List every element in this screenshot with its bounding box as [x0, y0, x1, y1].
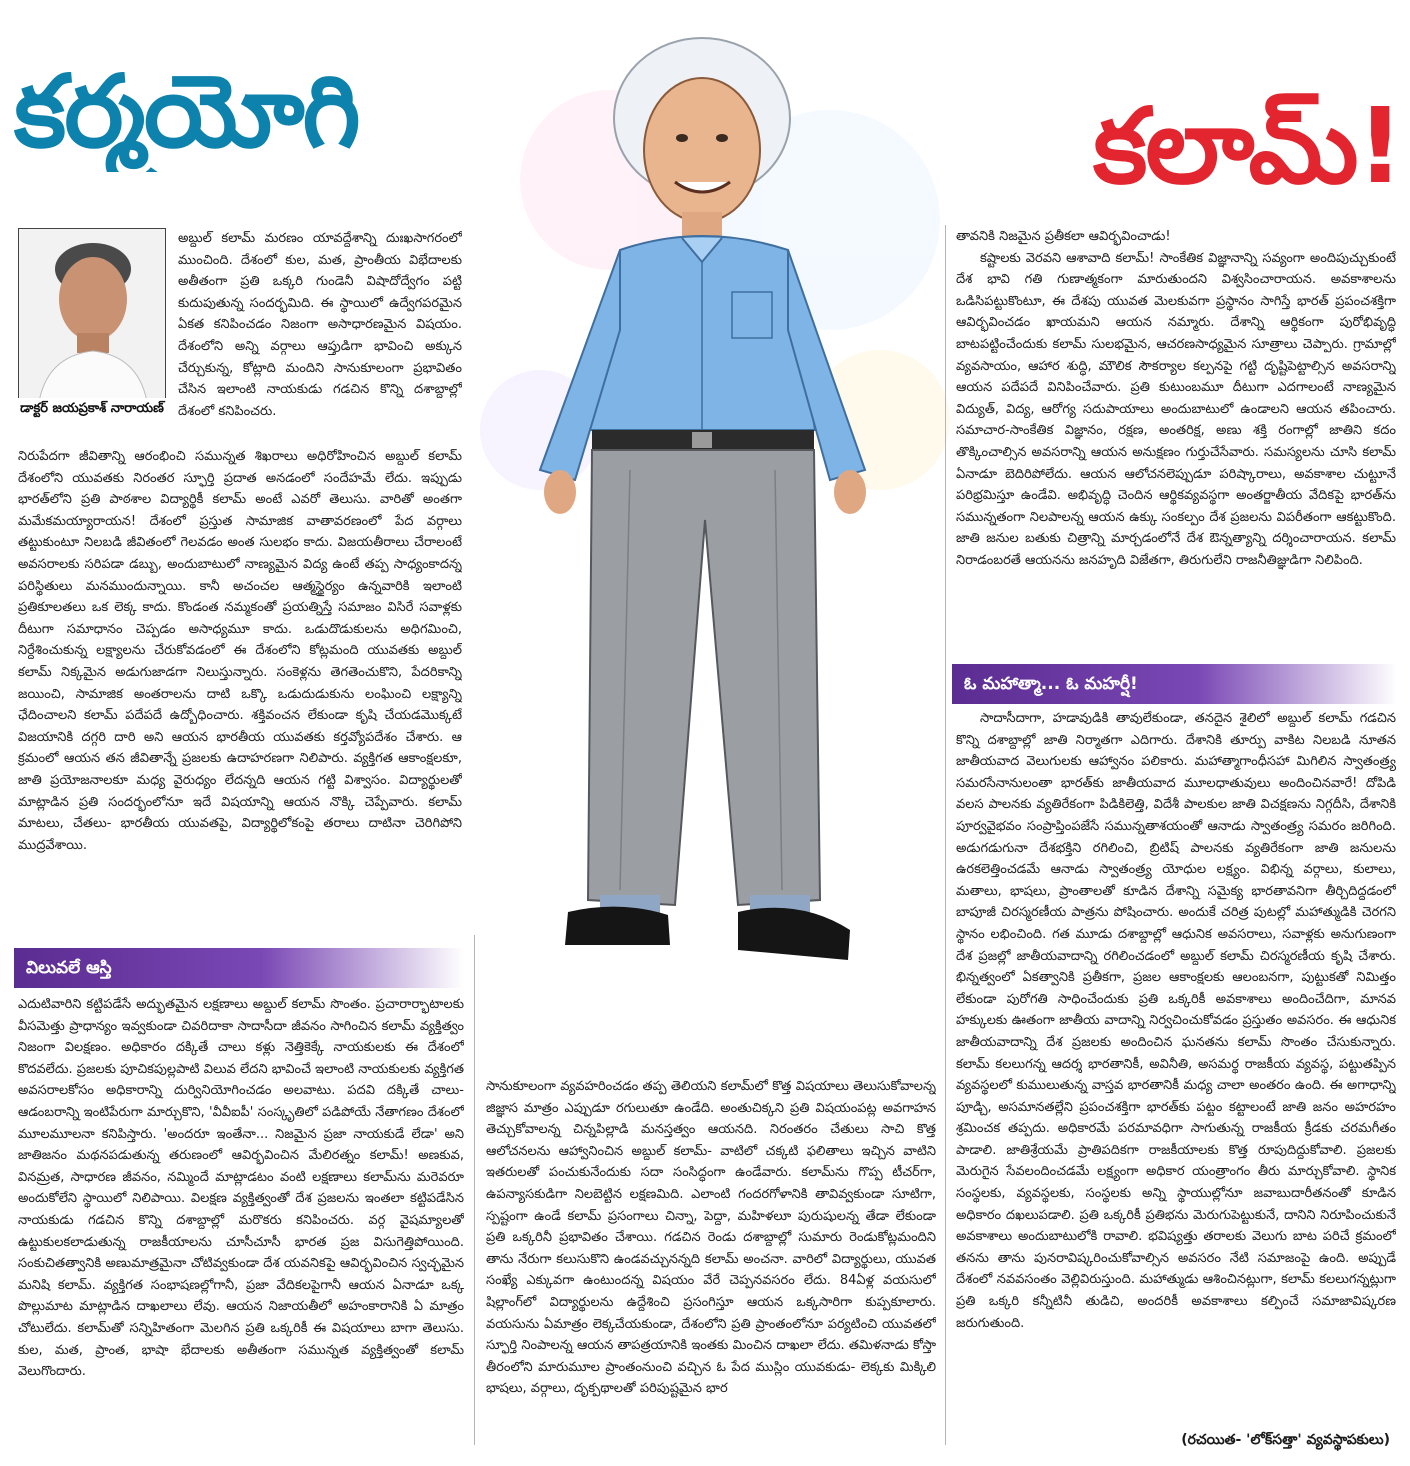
intro-paragraph-2: నిరుపేదగా జీవితాన్ని ఆరంభించి సమున్నత శిఖరాలు అధిరోహించిన అబ్దుల్ కలామ్ దేశంలోని యువతకు నిరంతర స్ఫూర్తి ప్రదాత అనడంలో సందేహమే లేదు. ఇప్పుడు భారత్‌లోని ప్రతి పాఠశాల విద్యార్థికీ కలామ్ అంటే ఎవరో తెలుసు. వారితో అంతగా మమేకమయ్యారాయన! దేశంలో ప్రస్తుత సామాజిక వాతావరణంలో పేద వర్గాలు తట్టుకుంటూ నిలబడి జీవితంలో గెలవడం అంత సులభం కాదు. విజయతీరాలు చేరాలంటే అవసరాలకు సరిపడా డబ్బు, అందుబాటులో నాణ్యమైన విద్య ఉంటే తప్ప సాధ్యంకాదన్న పరిస్థితులు మనముందున్నాయి. కానీ అచంచల ఆత్మస్థైర్యం ఉన్నవారికి ఇలాంటి ప్రతికూలతలు ఒక లెక్క కాదు. కొండంత నమ్మకంతో ప్రయత్నిస్తే సమాజం విసిరే సవాళ్లకు దీటుగా సమాధానం చెప్పడం అసాధ్యమూ కాదు. ఒడుదొడుకులను అధిగమించి, నిర్దేశించుకున్న లక్ష్యాలను చేరుకోవడంలో ఈ దేశంలోని కోట్లమంది యువతకు అబ్దుల్ కలామ్ నిక్కమైన అడుగుజాడగా నిలుస్తున్నారు. సంకెళ్లను తెగతెంచుకొని, పేదరికాన్ని జయించి, సామాజిక అంతరాలను దాటి ఒక్కొ ఒడుదుడుకును లంఘించి లక్ష్యాన్ని ఛేదించాలని కలామ్ పదేపదే ఉద్బోధించారు. శక్తివంచన లేకుండా కృషి చేయడమొక్కటే విజయానికి దగ్గరి దారి అని ఆయన భారతీయ యువతకు కర్తవ్యోపదేశం చేశారు. ఆ క్రమంలో ఆయన తన జీవితాన్నే ప్రజలకు ఉదాహరణగా నిలిపారు. వ్యక్తిగత ఆకాంక్షలకూ, జాతి ప్రయోజనాలకూ మధ్య వైరుధ్యం లేదన్నది ఆయన గట్టి విశ్వాసం. విద్యార్థులతో మాట్లాడిన ప్రతి సందర్భంలోనూ ఇదే విషయాన్ని ఆయన నొక్కి చెప్పేవారు. కలామ్ మాటలు, చేతలు- భారతీయ యువతపై, విద్యార్థిలోకంపై తరాలు దాటినా చెరిగిపోని ముద్రవేశాయి. [18, 449, 462, 853]
right-paragraph-2: కష్టాలకు వెరవని ఆశావాది కలామ్! సాంకేతిక విజ్ఞానాన్ని సవ్యంగా అందిపుచ్చుకుంటే దేశ భావి గతి గుణాత్మకంగా మారుతుందని విశ్వసించారాయన. అవకాశాలను ఒడిసిపట్టుకొంటూ, ఈ దేశపు యువత మెలకువగా ప్రస్థానం సాగిస్తే భారత్ ప్రపంచశక్తిగా ఆవిర్భవించడం ఖాయమని ఆయన నమ్మారు. దేశాన్ని ఆర్థికంగా పురోభివృద్ధి బాటపట్టించేందుకు కలామ్ సులభమైన, ఆచరణసాధ్యమైన సూత్రాలు చెప్పారు. గ్రామాల్లో వ్యవసాయం, ఆహార శుద్ధి, మౌలిక సౌకర్యాల కల్పనపై గట్టి దృష్టిపెట్టాల్సిన అవసరాన్ని ఆయన పదేపదే వినిపించేవారు. ప్రతి కుటుంబమూ దీటుగా ఎదగాలంటే నాణ్యమైన విద్యుత్, విద్య, ఆరోగ్య సదుపాయాలు అందుబాటులో ఉండాలని ఆయన తపించారు. సమాచార-సాంకేతిక విజ్ఞానం, రక్షణ, అంతరిక్ష, అణు శక్తి రంగాల్లో జాతిని కదం తొక్కించాల్సిన అవసరాన్ని ఆయన అనుక్షణం గుర్తుచేసేవారు. సమస్యలను చూసి కలామ్ ఏనాడూ బెదిరిపోలేదు. ఆయన ఆలోచనలెప్పుడూ పరిష్కారాలు, అవకాశాల చుట్టూనే పరిభ్రమిస్తూ ఉండేవి. అభివృద్ధి చెందిన ఆర్థికవ్యవస్థగా అంతర్జాతీయ వేదికపై భారత్‌ను సమున్నతంగా నిలపాలన్న ఆయన ఉక్కు సంకల్పం దేశ ప్రజలను విపరీతంగా ఆకట్టుకొంది. జాతి జనుల బతుకు చిత్రాన్ని మార్చడంలోనే దేశ ఔన్నత్యాన్ని దర్శించారాయన. కలామ్ నిరాడంబరతే ఆయనను జనహృది విజేతగా, తిరుగులేని రాజనీతిజ్ఞుడిగా నిలిపింది. [956, 250, 1396, 568]
section-values-paragraph: ఎదుటివారిని కట్టిపడేసే అద్భుతమైన లక్షణాలు అబ్దుల్ కలామ్ సొంతం. ప్రచారార్భాటాలకు వీసమెత్తు ప్రాధాన్యం ఇవ్వకుండా చివరిదాకా సాదాసీదా జీవనం సాగించిన కలామ్ వ్యక్తిత్వం నిజంగా విలక్షణం. అధికారం దక్కితే చాలు కళ్లు నెత్తికెక్కే నాయకులకు ఈ దేశంలో కొదవలేదు. ప్రజలకు పూచికపుల్లపాటి విలువ లేదని భావించే ఇలాంటి నాయకులకు వ్యక్తిగత అవసరాలకోసం అధికారాన్ని దుర్వినియోగించడం అలవాటు. పదవి దక్కితే చాలు- ఆడంబరాన్ని ఇంటిపేరుగా మార్చుకొని, 'వీవీఐపీ' సంస్కృతిలో పడిపోయే నేతాగణం దేశంలో మూలమూలనా కనిపిస్తారు. 'అందరూ ఇంతేనా... నిజమైన ప్రజా నాయకుడే లేడా' అని జాతిజనం మథనపడుతున్న తరుణంలో ఆవిర్భవించిన మేలిరత్నం కలామ్! అణకువ, వినమ్రత, సాధారణ జీవనం, నమ్మిందే మాట్లాడటం వంటి లక్షణాలు కలామ్‌ను మరెవరూ అందుకోలేని స్థాయిలో నిలిపాయి. విలక్షణ వ్యక్తిత్వంతో దేశ ప్రజలను ఇంతలా కట్టిపడేసిన నాయకుడు గడచిన కొన్ని దశాబ్దాల్లో మరొకరు కనిపించరు. వర్గ వైషమ్యాలతో ఉట్టుకులకలాడుతున్న రాజకీయాలను చూసీచూసీ భారత ప్రజ విసుగెత్తిపోయింది. సంకుచితత్వానికి అణుమాత్రమైనా చోటివ్వకుండా దేశ యవనికపై ఆవిర్భవించిన స్వచ్ఛమైన మనిషి కలామ్. వ్యక్తిగత సంభాషణల్లోగానీ, ప్రజా వేదికలపైగానీ ఆయన ఏనాడూ ఒక్క పొల్లుమాట మాట్లాడిన దాఖలాలు లేవు. ఆయన నిజాయతీలో అహంకారానికి ఏ మాత్రం చోటులేదు. కలామ్‌తో సన్నిహితంగా మెలగిన ప్రతి ఒక్కరికీ ఈ విషయాలు బాగా తెలుసు. కుల, మత, ప్రాంత, భాషా భేదాలకు అతీతంగా సమున్నత వ్యక్తిత్వంతో కలామ్ వెలుగొందారు. [18, 997, 464, 1380]
kalam-illustration [470, 0, 950, 1060]
section-mahatma-paragraph: సాదాసీదాగా, హడావుడికి తావులేకుండా, తనదైన శైలిలో అబ్దుల్ కలామ్ గడచిన కొన్ని దశాబ్దాల్లో జాతి నిర్మాతగా ఎదిగారు. దేశానికి తూర్పు వాకిట నిలబడి నూతన జాతీయవాద వెలుగులకు ఆహ్వానం పలికారు. మహాత్మాగాంధీసహా మిగిలిన స్వాతంత్ర్య సమరసేనానులంతా భారత్‌కు జాతీయవాద మూలధాతువులు అందించినవారే! దోపిడి వలస పాలనకు వ్యతిరేకంగా పిడికిలెత్తి, విదేశీ పాలకుల జాతి విచక్షణను నిగ్గదీసి, దేశానికి పూర్వవైభవం సంప్రాప్తింపజేసే సమున్నతాశయంతో ఆనాడు స్వాతంత్ర్య సమరం జరిగింది. అడుగడుగునా దేశభక్తిని రగిలించి, బ్రిటిష్ పాలనకు వ్యతిరేకంగా జాతి జనులను ఉరకలెత్తించడమే ఆనాడు స్వాతంత్ర్య యోధుల లక్ష్యం. విభిన్న వర్గాలు, కులాలు, మతాలు, భాషలు, ప్రాంతాలతో కూడిన దేశాన్ని సమైక్య భారతావనిగా తీర్చిదిద్దడంలో బాపూజీ చిరస్మరణీయ పాత్రను పోషించారు. అందుకే చరిత్ర పుటల్లో మహాత్ముడికి చెరగని స్థానం లభించింది. గత మూడు దశాబ్దాల్లో ఆధునిక అవసరాలు, సవాళ్లకు అనుగుణంగా దేశ ప్రజల్లో జాతీయవాదాన్ని రగిలించడంలో అబ్దుల్ కలామ్ చిరస్మరణీయ కృషి చేశారు. భిన్నత్వంలో ఏకత్వానికి ప్రతీకగా, ప్రజల ఆకాంక్షలకు ఆలంబనగా, పుట్టుకతో నిమిత్తం లేకుండా పురోగతి సాధించేందుకు ప్రతి ఒక్కరికీ అవకాశాలు అందించేదిగా, మానవ హక్కులకు ఊతంగా జాతీయ వాదాన్ని నిర్వచించుకోవడం ప్రస్తుతం అవసరం. ఈ ఆధునిక జాతీయవాదాన్ని దేశ ప్రజలకు అందించిన ఘనతను కలామ్ సొంతం చేసుకున్నారు. కలామ్ కలలుగన్న ఆదర్శ భారతానికీ, అవినీతి, అసమర్థ రాజకీయ వ్యవస్థ, పట్టుతప్పిన వ్యవస్థలలో కుములుతున్న వాస్తవ భారతానికీ మధ్య చాలా అంతరం ఉంది. ఈ అగాధాన్ని పూడ్చి, అసమానతల్లేని ప్రపంచశక్తిగా భారత్‌కు పట్టం కట్టాలంటే జాతి జనం అహరహం శ్రమించక తప్పదు. అధికారమే పరమావధిగా సాగుతున్న రాజకీయ క్రీడకు చరమగీతం పాడాలి. జాతిశ్రేయమే ప్రాతిపదికగా రాజకీయాలకు కొత్త రూపుదిద్దుకోవాలి. ప్రజలకు మెరుగైన సేవలందించడమే లక్ష్యంగా అధికార యంత్రాంగం తీరు మార్చుకోవాలి. స్థానిక సంస్థలకు, వ్యవస్థలకు, సంస్థలకు అన్ని స్థాయుల్లోనూ జవాబుదారీతనంతో కూడిన అధికారం దఖలుపడాలి. ప్రతి ఒక్కరికీ ప్రతిభను మెరుగుపెట్టుకునే, దానిని నిరూపించుకునే అవకాశాలు అందుబాటులోకి రావాలి. భవిష్యత్తు తరాలకు వెలుగు బాట పరిచే క్రమంలో తనను తాను పునరావిష్కరించుకోవాల్సిన అవసరం నేటి సమాజంపై ఉంది. అప్పుడే దేశంలో నవవసంతం వెల్లివిరుస్తుంది. మహాత్ముడు ఆశించినట్లుగా, కలామ్ కలలుగన్నట్లుగా ప్రతి ఒక్కరి కన్నీటినీ తుడిచి, అందరికీ అవకాశాలు కల్పించే సమాజావిష్కరణ జరుగుతుంది. [956, 711, 1396, 1331]
section-mahatma-body [956, 708, 1396, 1424]
section-heading-mahatma: ఓ మహాత్మా... ఓ మహర్షీ! [964, 674, 1138, 694]
section-values-body [18, 994, 464, 1456]
column-divider-2 [945, 225, 946, 1445]
author-name: డాక్టర్ జయప్రకాశ్ నారాయణ్ [18, 398, 166, 420]
article-right-column [956, 226, 1396, 660]
section-heading-bar-2 [952, 664, 1398, 704]
intro-paragraph-1: అబ్దుల్ కలామ్ మరణం యావద్దేశాన్ని దుఃఖసాగరంలో ముంచింది. దేశంలో కుల, మత, ప్రాంతీయ విభేదాలకు అతీతంగా ప్రతి ఒక్కరి గుండెనీ విషాదోద్వేగం పట్టి కుదుపుతున్న సందర్భమిది. ఈ స్థాయిలో ఉద్వేగపరమైన ఏకత కనిపించడం నిజంగా అసాధారణమైన విషయం. దేశంలోని అన్ని వర్గాలు ఆప్తుడిగా భావించి అక్కున చేర్చుకున్న, కోట్లాది మందిని సానుకూలంగా ప్రభావితం చేసిన ఇలాంటి నాయకుడు గడచిన కొన్ని దశాబ్దాల్లో దేశంలో కనిపించరు. [178, 231, 462, 419]
middle-paragraph: సానుకూలంగా వ్యవహరించడం తప్ప తెలియని కలామ్‌లో కొత్త విషయాలు తెలుసుకోవాలన్న జిజ్ఞాస మాత్రం ఎప్పుడూ రగులుతూ ఉండేది. అంతుచిక్కని ప్రతి విషయంపట్ల అవగాహన తెచ్చుకోవాలన్న చిన్నపిల్లాడి మనస్తత్వం ఆయనది. నిరంతరం చేతులు సాచి కొత్త ఆలోచనలను ఆహ్వానించిన అబ్దుల్ కలామ్- వాటిలో చక్కటి ఫలితాలు ఇచ్చిన వాటిని ఇతరులతో పంచుకునేందుకు సదా సంసిద్ధంగా ఉండేవారు. కలామ్‌ను గొప్ప టీచర్‌గా, ఉపన్యాసకుడిగా నిలబెట్టిన లక్షణమిది. ఎలాంటి గందరగోళానికి తావివ్వకుండా సూటిగా, స్పష్టంగా ఉండే కలామ్ ప్రసంగాలు చిన్నా, పెద్దా, మహిళలూ పురుషులన్న తేడా లేకుండా ప్రతి ఒక్కరినీ ప్రభావితం చేశాయి. గడచిన రెండు దశాబ్దాల్లో సుమారు రెండుకోట్లమందిని తాను నేరుగా కలుసుకొని ఉండవచ్చునన్నది కలామ్ అంచనా. వారిలో విద్యార్థులు, యువత సంఖ్యే ఎక్కువగా ఉంటుందన్న విషయం వేరే చెప్పనవసరం లేదు. 84ఏళ్ల వయసులో షిల్లాంగ్‌లో విద్యార్థులను ఉద్దేశించి ప్రసంగిస్తూ ఆయన ఒక్కసారిగా కుప్పకూలారు. వయసును ఏమాత్రం లెక్కచేయకుండా, దేశంలోని ప్రతి ప్రాంతంలోనూ పర్యటించి యువతలో స్ఫూర్తి నింపాలన్న ఆయన తాపత్రయానికి ఇంతకు మించిన దాఖలా లేదు. తమిళనాడు కోస్తా తీరంలోని మారుమూల ప్రాంతంనుంచి వచ్చిన ఓ పేద ముస్లిం యువకుడు- లెక్కకు మిక్కిలి భాషలు, వర్గాలు, దృక్పథాలతో పరిపుష్టమైన భార [486, 1079, 936, 1397]
section-heading-values: విలువలే ఆస్తి [26, 958, 112, 978]
author-portrait-icon [19, 229, 166, 420]
section-heading-bar [14, 948, 464, 988]
article-left-column-body [18, 446, 462, 942]
author-byline: (రచయిత- 'లోక్‌సత్తా' వ్యవస్థాపకులు) [1181, 1432, 1390, 1448]
article-middle-column [486, 1076, 936, 1454]
headline-part-2: కలామ్! [1093, 85, 1402, 207]
author-photo [18, 228, 166, 420]
headline-part-1: కర్మయోగి [14, 53, 359, 170]
right-paragraph-1: తావనికి నిజమైన ప్రతీకలా ఆవిర్భవించాడు! [956, 229, 1171, 244]
article-intro-beside-photo [178, 228, 462, 444]
column-divider-1 [474, 935, 475, 1445]
